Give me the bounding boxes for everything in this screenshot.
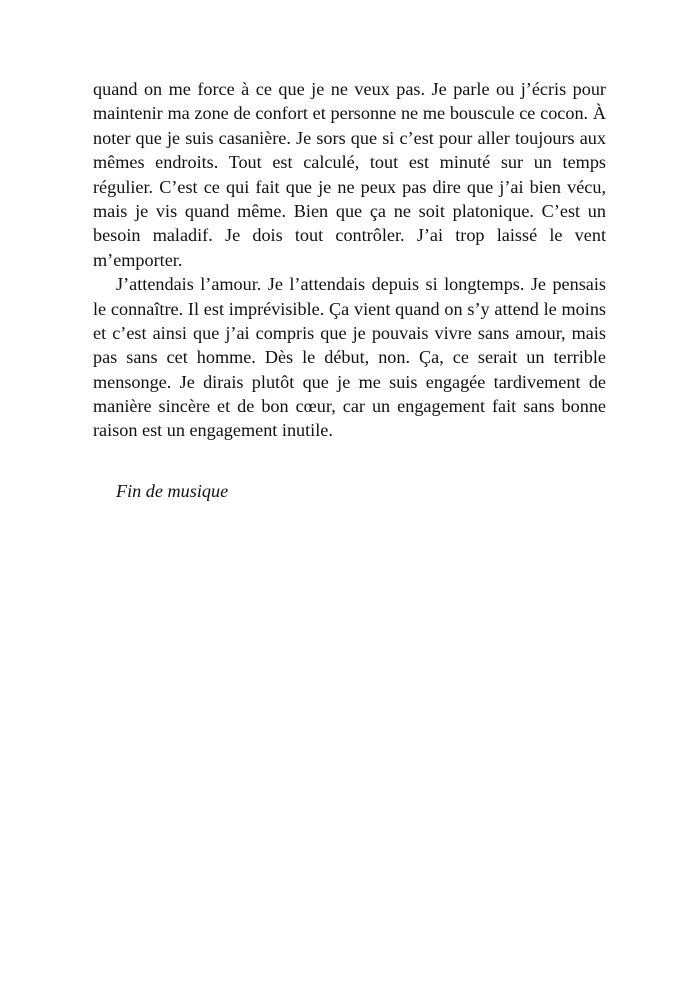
text-line: besoin maladif. Je dois tout contrôler. J’ai trop laissé le vent (93, 225, 606, 246)
text-line: raison est un engagement inutile. (93, 420, 333, 441)
text-line: pas sans cet homme. Dès le début, non. Ça, ce serait un terrible (93, 347, 606, 368)
text-line: maintenir ma zone de confort et personne ne me bouscule ce cocon. À (93, 103, 606, 124)
text-line: noter que je suis casanière. Je sors que si c’est pour aller toujours aux (93, 127, 606, 148)
document-page (93, 77, 606, 504)
text-line: et c’est ainsi que j’ai compris que je pouvais vivre sans amour, mais (93, 322, 606, 343)
closing-heading: Fin de musique (116, 481, 229, 502)
text-line: J’attendais l’amour. Je l’attendais depuis si longtemps. Je pensais (116, 274, 606, 295)
text-line: manière sincère et de bon cœur, car un engagement fait sans bonne (93, 396, 606, 417)
text-line: mensonge. Je dirais plutôt que je me suis engagée tardivement de (93, 371, 606, 392)
paragraph-2 (93, 272, 606, 443)
paragraph-1 (93, 77, 606, 272)
text-line: m’emporter. (93, 249, 183, 270)
spacer (93, 443, 606, 467)
text-line: régulier. C’est ce qui fait que je ne peux pas dire que j’ai bien vécu, (93, 176, 606, 197)
text-line: le connaître. Il est imprévisible. Ça vient quand on s’y attend le moins (93, 298, 606, 319)
text-line: mais je vis quand même. Bien que ça ne soit platonique. C’est un (93, 200, 606, 221)
text-line: quand on me force à ce que je ne veux pas. Je parle ou j’écris pour (93, 79, 606, 99)
text-line: mêmes endroits. Tout est calculé, tout est minuté sur un temps (93, 152, 606, 173)
